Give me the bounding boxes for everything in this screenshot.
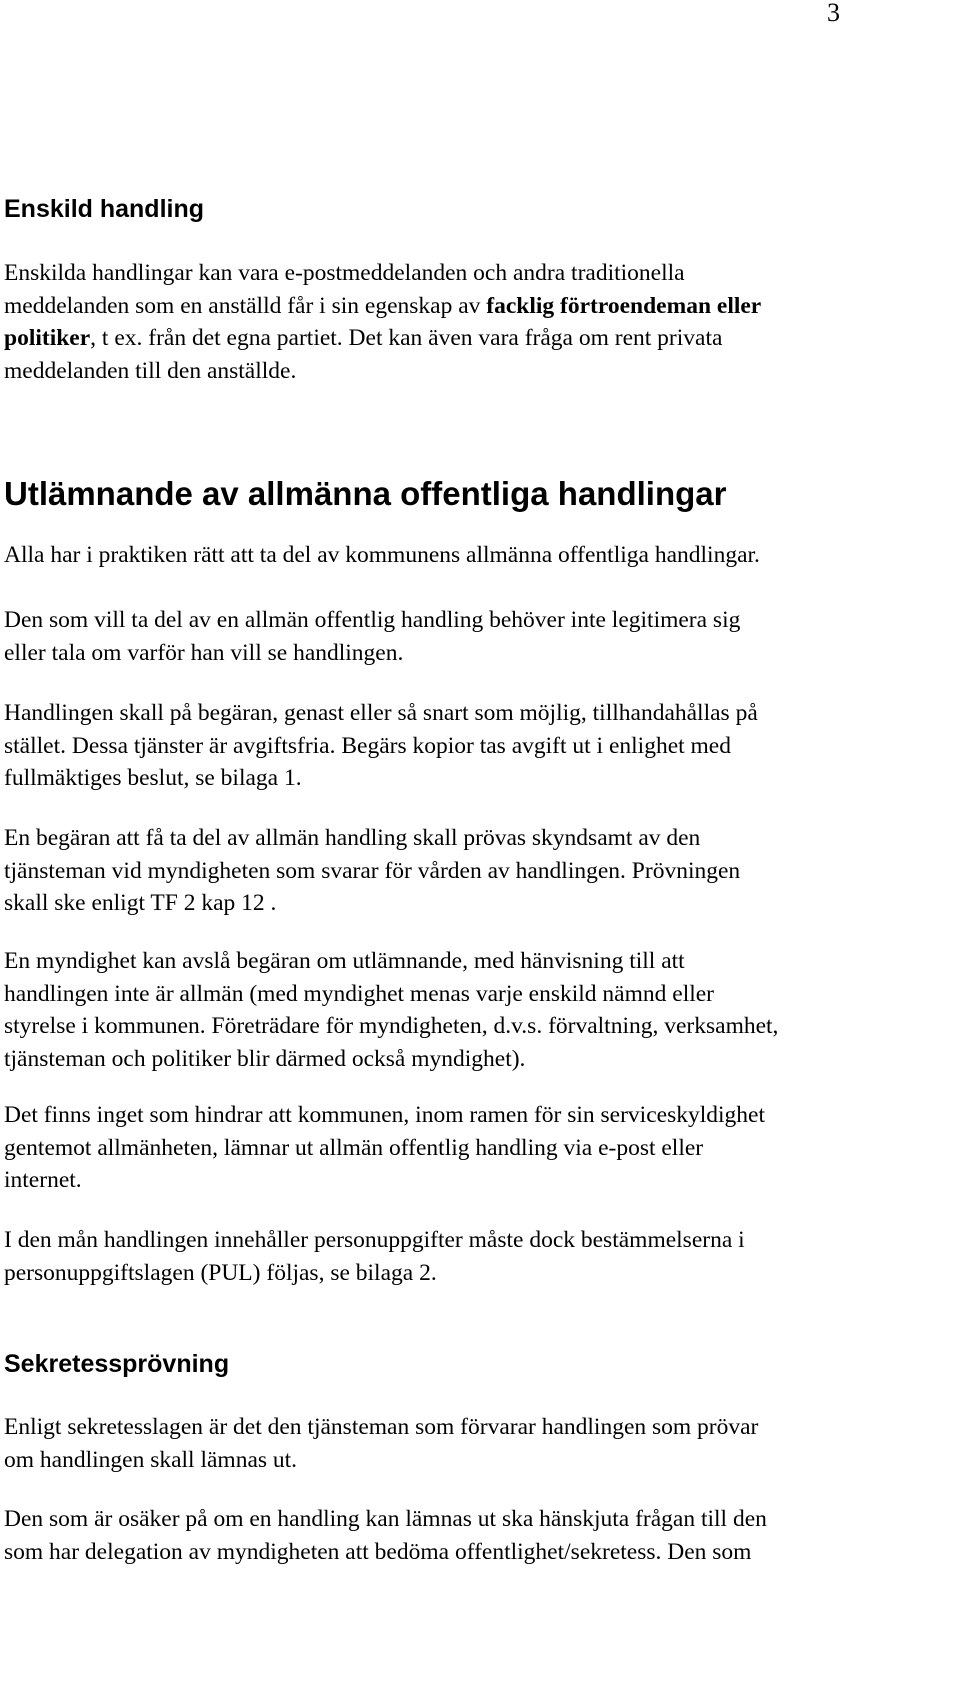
text-line: fullmäktiges beslut, se bilaga 1. (4, 765, 302, 791)
text-line: om handlingen skall lämnas ut. (4, 1446, 298, 1473)
paragraph-utlamnande-2 (4, 604, 956, 669)
text-line: Alla har i praktiken rätt att ta del av kommunens allmänna offentliga handlingar. (4, 542, 760, 568)
heading-enskild-handling: Enskild handling (4, 195, 205, 223)
paragraph-utlamnande-1 (4, 539, 956, 572)
text-line: personuppgiftslagen (PUL) följas, se bilaga 2. (4, 1259, 437, 1286)
heading-utlamnande: Utlämnande av allmänna offentliga handlingar (4, 475, 727, 512)
text-line: meddelanden som en anställd får i sin egenskap av facklig förtroendeman eller (4, 292, 762, 319)
text-line: styrelse i kommunen. Företrädare för myndigheten, d.v.s. förvaltning, verksamhet, (4, 1013, 779, 1039)
text-line: Enskilda handlingar kan vara e-postmeddelanden och andra traditionella (4, 260, 685, 286)
text-line: Den som vill ta del av en allmän offentlig handling behöver inte legitimera sig (4, 607, 741, 633)
paragraph-sekretess-1 (4, 1411, 956, 1476)
text-line: som har delegation av myndigheten att bedöma offentlighet/sekretess. Den som (4, 1538, 752, 1565)
text-line: gentemot allmänheten, lämnar ut allmän offentlig handling via e-post eller (4, 1134, 704, 1161)
paragraph-utlamnande-3 (4, 697, 956, 795)
text-line: Enligt sekretesslagen är det den tjänsteman som förvarar handlingen som prövar (4, 1414, 759, 1440)
text-line: Det finns inget som hindrar att kommunen, inom ramen för sin serviceskyldighet (4, 1102, 765, 1128)
paragraph-utlamnande-6 (4, 1099, 956, 1197)
text-line: I den mån handlingen innehåller personuppgifter måste dock bestämmelserna i (4, 1227, 745, 1253)
text-line: Handlingen skall på begäran, genast eller så snart som möjlig, tillhandahållas på (4, 700, 758, 726)
text-line: Den som är osäker på om en handling kan lämnas ut ska hänskjuta frågan till den (4, 1506, 767, 1532)
bold-term: facklig förtroendeman eller (486, 292, 762, 319)
text-line: En myndighet kan avslå begäran om utlämnande, med hänvisning till att (4, 948, 685, 974)
paragraph-sekretess-2 (4, 1503, 956, 1568)
paragraph-enskild-1 (4, 257, 956, 387)
text-line: En begäran att få ta del av allmän handling skall prövas skyndsamt av den (4, 825, 701, 851)
paragraph-utlamnande-5 (4, 945, 956, 1075)
text-line: meddelanden till den anställde. (4, 357, 297, 384)
paragraph-utlamnande-7 (4, 1224, 956, 1289)
text-line: tjänsteman vid myndigheten som svarar för vården av handlingen. Prövningen (4, 857, 741, 884)
text-line: politiker, t ex. från det egna partiet. Det kan även vara fråga om rent privata (4, 325, 723, 351)
text-line: eller tala om varför han vill se handlingen. (4, 639, 404, 666)
text-line: handlingen inte är allmän (med myndighet menas varje enskild nämnd eller (4, 980, 715, 1007)
heading-sekretessprovning: Sekretessprövning (4, 1350, 230, 1378)
page-number: 3 (827, 0, 840, 27)
text-line: skall ske enligt TF 2 kap 12 . (4, 890, 277, 916)
text-line: stället. Dessa tjänster är avgiftsfria. Begärs kopior tas avgift ut i enlighet med (4, 732, 731, 759)
text-line: tjänsteman och politiker blir därmed också myndighet). (4, 1045, 526, 1072)
text-line: internet. (4, 1167, 82, 1193)
paragraph-utlamnande-4 (4, 822, 956, 920)
bold-term: politiker (4, 325, 91, 351)
